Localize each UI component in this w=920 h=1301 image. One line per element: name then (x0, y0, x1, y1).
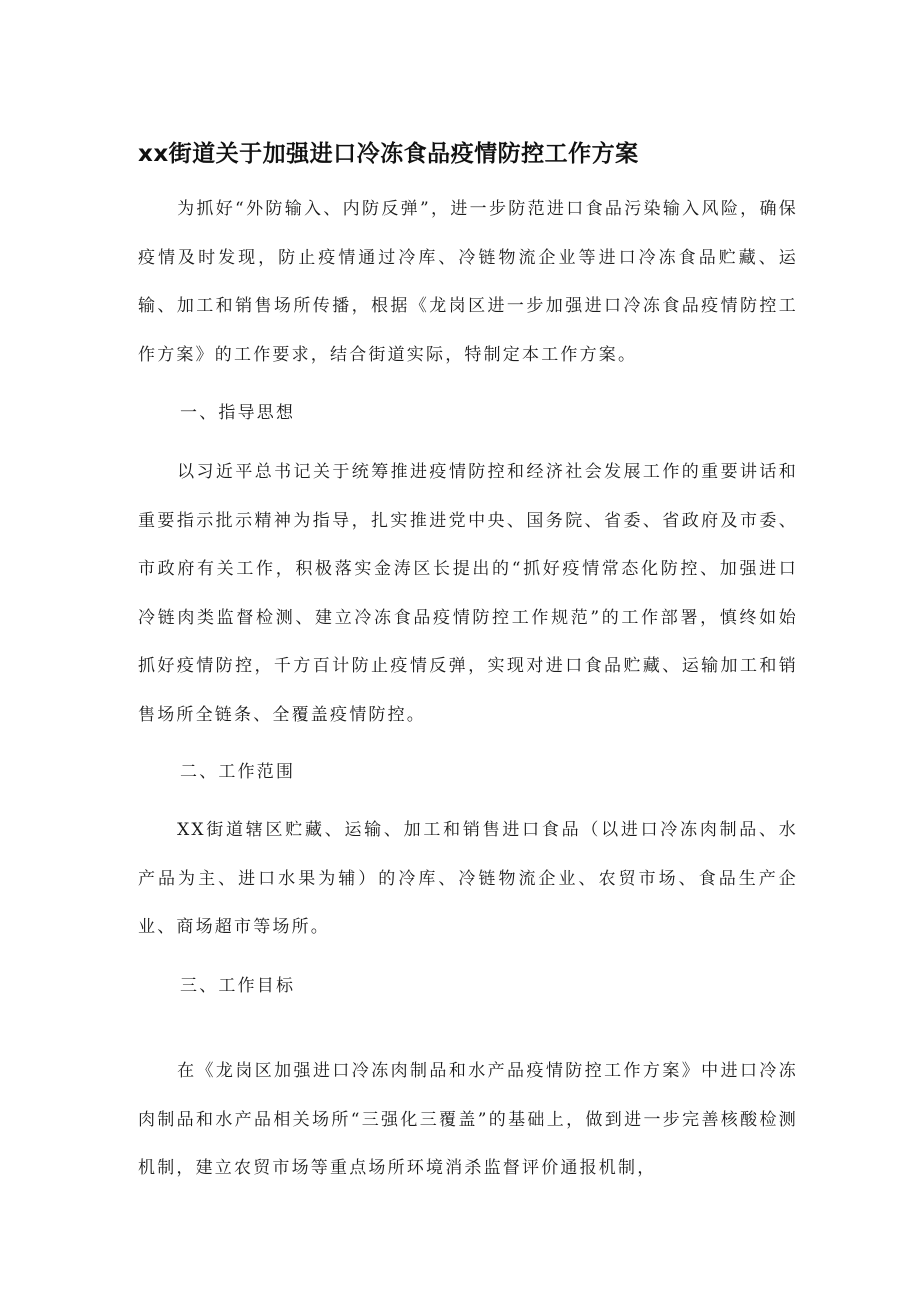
intro-paragraph: 为抓好“外防输入、内防反弹”，进一步防范进口食品污染输入风险，确保疫情及时发现，防止疫情通过冷库、冷链物流企业等进口冷冻食品贮藏、运输、加工和销售场所传播，根据《龙岗区进一步加强进口冷冻食品疫情防控工作方案》的工作要求，结合街道实际，特制定本工作方案。 (138, 199, 798, 365)
section-body-scope: XX街道辖区贮藏、运输、加工和销售进口食品（以进口冷冻肉制品、水产品为主、进口水果为辅）的冷库、冷链物流企业、农贸市场、食品生产企业、商场超市等场所。 (138, 820, 798, 937)
document-title: xx街道关于加强进口冷冻食品疫情防控工作方案 (138, 141, 639, 167)
section-heading-goals: 三、工作目标 (180, 976, 296, 996)
section-heading-guiding-ideology: 一、指导思想 (180, 403, 296, 423)
section-heading-scope: 二、工作范围 (180, 762, 296, 782)
section-body-goals: 在《龙岗区加强进口冷冻肉制品和水产品疫情防控工作方案》中进口冷冻肉制品和水产品相关场所“三强化三覆盖”的基础上，做到进一步完善核酸检测机制，建立农贸市场等重点场所环境消杀监督评价通报机制， (138, 1061, 798, 1178)
section-body-guiding-ideology: 以习近平总书记关于统筹推进疫情防控和经济社会发展工作的重要讲话和重要指示批示精神为指导，扎实推进党中央、国务院、省委、省政府及市委、市政府有关工作，积极落实金涛区长提出的“抓好疫情常态化防控、加强进口冷链肉类监督检测、建立冷冻食品疫情防控工作规范”的工作部署，慎终如始抓好疫情防控，千方百计防止疫情反弹，实现对进口食品贮藏、运输加工和销售场所全链条、全覆盖疫情防控。 (138, 462, 798, 725)
